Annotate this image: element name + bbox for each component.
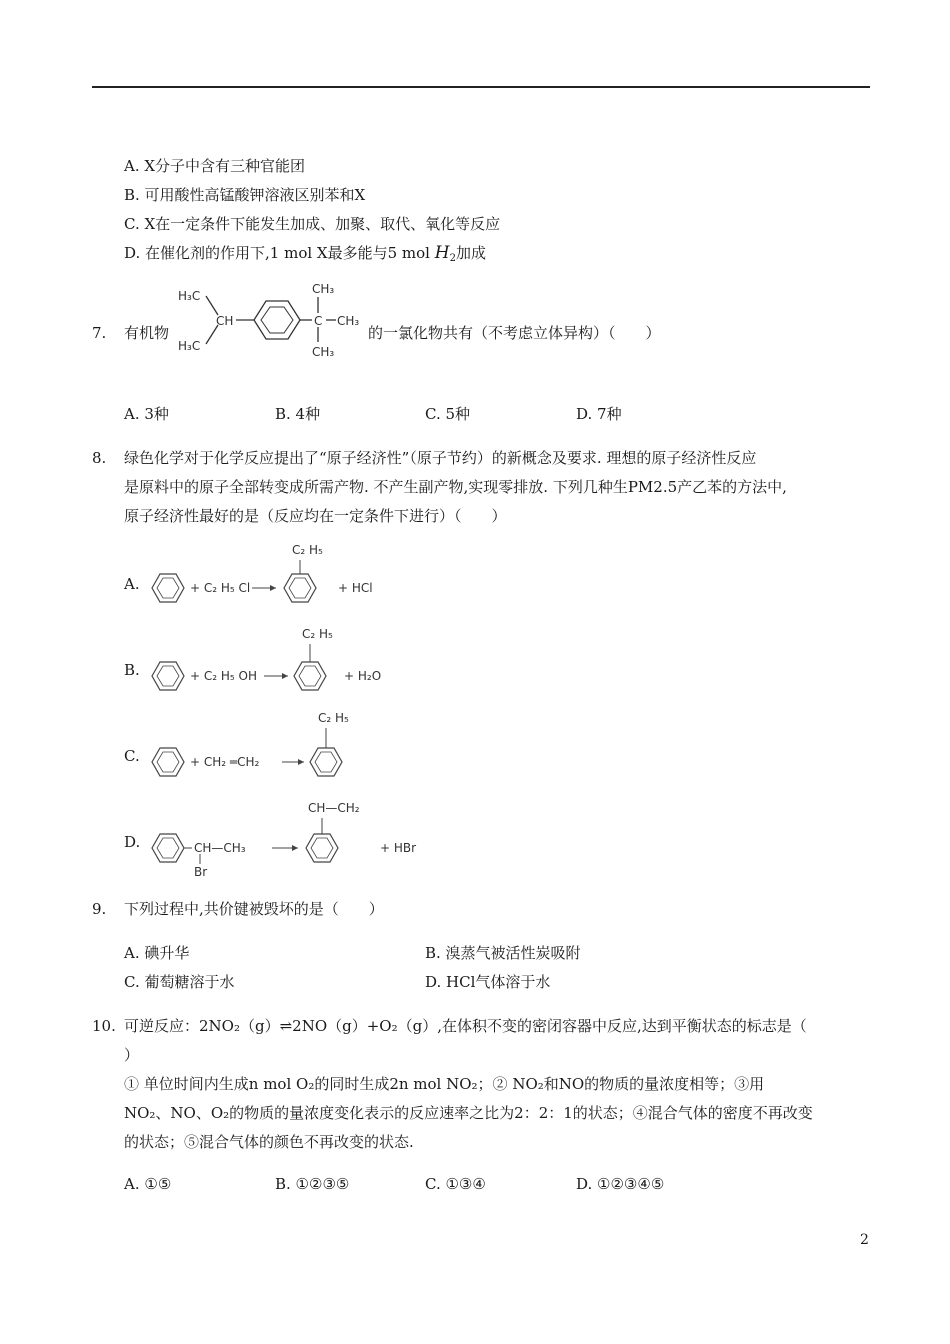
- reagent: + CH₂ ═CH₂: [190, 755, 260, 769]
- q8-number: 8.: [92, 449, 107, 467]
- q9-option-d[interactable]: D. HCl气体溶于水: [425, 973, 551, 991]
- q6-option-d-text: D. 在催化剂的作用下,1 mol X最多能与5 mol: [124, 244, 435, 262]
- h3c-bottom: H₃C: [178, 339, 201, 353]
- q7-number: 7.: [92, 324, 107, 342]
- c-label: C: [314, 314, 323, 328]
- q7-suffix: 的一氯化物共有（不考虑立体异构）（ ）: [368, 324, 661, 342]
- q7-option-b[interactable]: B. 4种: [275, 405, 321, 423]
- q7-option-a[interactable]: A. 3种: [124, 405, 169, 423]
- q8-option-b-label[interactable]: B.: [124, 661, 140, 679]
- q8-option-c-label[interactable]: C.: [124, 747, 140, 765]
- q8-line-2: 是原料中的原子全部转变成所需产物. 不产生副产物,实现零排放. 下列几种生PM2.5产乙苯的方法中,: [124, 478, 787, 496]
- q6-option-c[interactable]: C. X在一定条件下能发生加成、加聚、取代、氧化等反应: [124, 215, 501, 233]
- q7-structure: [176, 280, 368, 362]
- q10-stem-line-2: ）: [124, 1046, 140, 1064]
- side-chain: CH—CH₃: [194, 841, 246, 855]
- ch-label: CH: [216, 314, 234, 328]
- q8-option-a-label[interactable]: A.: [124, 575, 140, 593]
- ch3-bottom: CH₃: [312, 345, 335, 359]
- q6-option-b[interactable]: B. 可用酸性高锰酸钾溶液区别苯和X: [124, 186, 366, 204]
- q9-option-c[interactable]: C. 葡萄糖溶于水: [124, 973, 235, 991]
- header-rule: [92, 86, 870, 88]
- arrow-icon: [270, 585, 276, 591]
- byproduct: + HBr: [380, 841, 417, 855]
- ch3-right: CH₃: [337, 314, 360, 328]
- arrow-icon: [282, 673, 288, 679]
- substituent: C₂ H₅: [318, 711, 349, 725]
- q6-option-a[interactable]: A. X分子中含有三种官能团: [124, 157, 306, 175]
- byproduct: + HCl: [338, 581, 373, 595]
- q8-option-b-reaction: [148, 626, 398, 698]
- q10-number: 10.: [92, 1017, 116, 1035]
- q10-option-c[interactable]: C. ①③④: [425, 1175, 486, 1193]
- q10-line-2: NO₂、NO、O₂的物质的量浓度变化表示的反应速率之比为2：2：1的状态；④混合气体的密度不再改变: [124, 1104, 813, 1122]
- page-number: 2: [860, 1232, 869, 1248]
- h2-subscript: 2: [449, 253, 456, 264]
- ch3-top: CH₃: [312, 282, 335, 296]
- h3c-top: H₃C: [178, 289, 201, 303]
- byproduct: + H₂O: [344, 669, 382, 683]
- q8-option-d-label[interactable]: D.: [124, 833, 141, 851]
- q8-line-1: 绿色化学对于化学反应提出了“原子经济性”（原子节约）的新概念及要求. 理想的原子经济性反应: [124, 449, 757, 467]
- br-label: Br: [194, 865, 208, 879]
- q9-option-b[interactable]: B. 溴蒸气被活性炭吸附: [425, 944, 581, 962]
- reagent: + C₂ H₅ OH: [190, 669, 257, 683]
- arrow-icon: [292, 845, 298, 851]
- q8-option-c-reaction: [148, 712, 368, 784]
- substituent: C₂ H₅: [292, 543, 323, 557]
- q10-stem-line-1: 可逆反应：2NO₂（g）⇌2NO（g）+O₂（g）,在体积不变的密闭容器中反应,达到平衡状态的标志是（: [124, 1017, 807, 1035]
- q10-line-3: 的状态；⑤混合气体的颜色不再改变的状态.: [124, 1133, 414, 1151]
- substituent: CH—CH₂: [308, 801, 360, 815]
- q10-option-b[interactable]: B. ①②③⑤: [275, 1175, 350, 1193]
- q7-option-c[interactable]: C. 5种: [425, 405, 471, 423]
- q8-line-3: 原子经济性最好的是（反应均在一定条件下进行）（ ）: [124, 507, 507, 525]
- q8-option-d-reaction: [148, 796, 438, 880]
- reagent: + C₂ H₅ Cl: [190, 581, 251, 595]
- q10-option-d[interactable]: D. ①②③④⑤: [576, 1175, 665, 1193]
- q10-line-1: ① 单位时间内生成n mol O₂的同时生成2n mol NO₂；② NO₂和NO的物质的量浓度相等；③用: [124, 1075, 765, 1093]
- q8-option-a-reaction: [148, 540, 388, 612]
- q9-stem: 下列过程中,共价键被毁坏的是（ ）: [124, 900, 384, 918]
- q7-prefix: 有机物: [124, 324, 170, 342]
- q6-option-d-tail: 加成: [455, 244, 486, 262]
- q9-option-a[interactable]: A. 碘升华: [124, 944, 190, 962]
- substituent: C₂ H₅: [302, 627, 333, 641]
- arrow-icon: [298, 759, 304, 765]
- q9-number: 9.: [92, 900, 107, 918]
- q10-option-a[interactable]: A. ①⑤: [124, 1175, 172, 1193]
- q7-option-d[interactable]: D. 7种: [576, 405, 622, 423]
- h2-symbol: H: [434, 243, 450, 263]
- q6-option-d[interactable]: [124, 243, 486, 269]
